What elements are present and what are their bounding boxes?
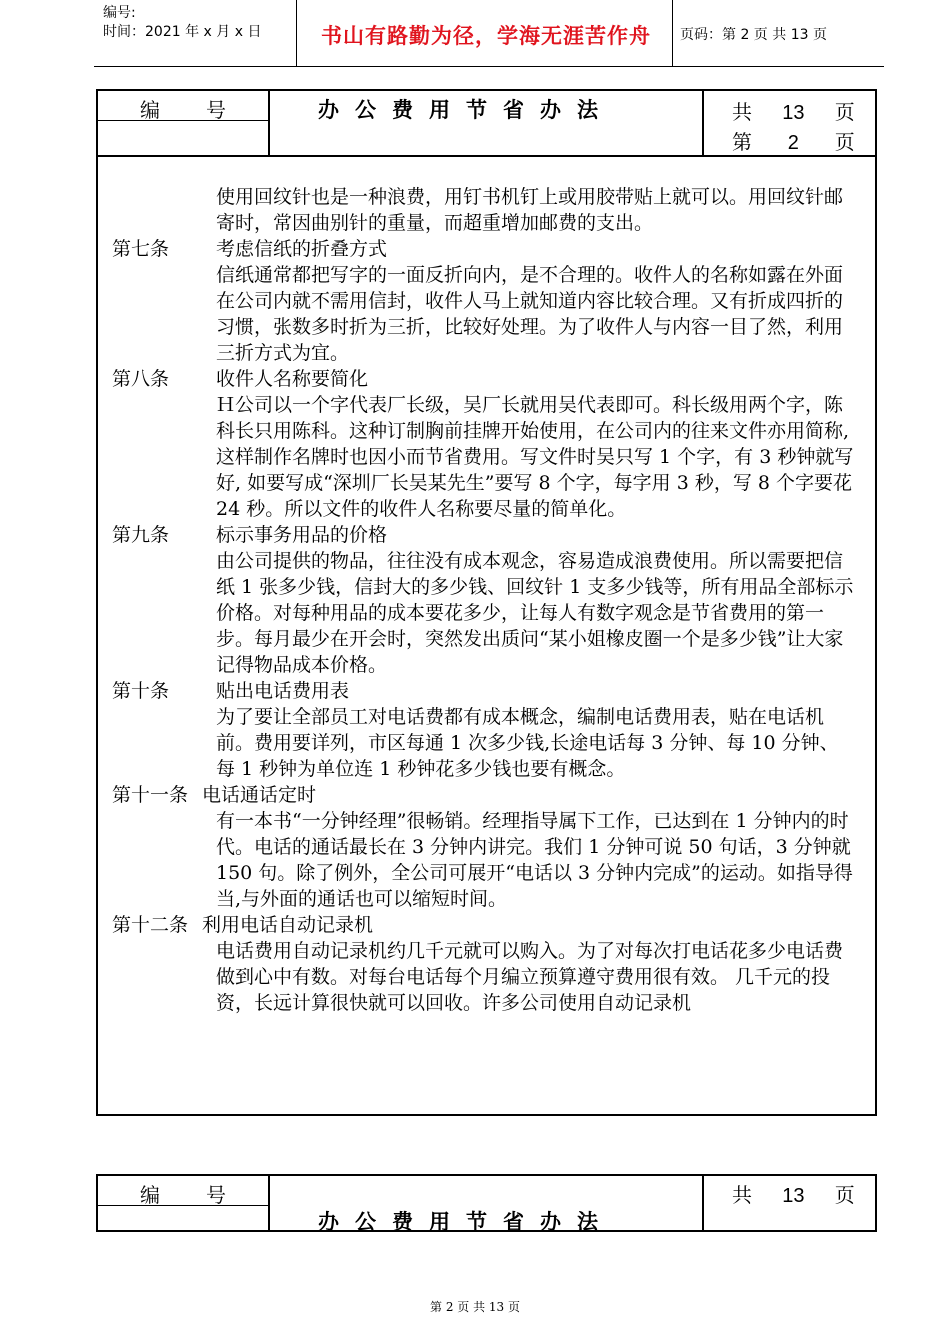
article-heading bbox=[112, 912, 857, 938]
number-label: 编号: bbox=[103, 5, 136, 21]
cell-divider bbox=[702, 89, 704, 156]
cell-divider bbox=[268, 89, 270, 156]
header-row-rule bbox=[96, 155, 877, 157]
paragraph: 由公司提供的物品，往往没有成本观念，容易造成浪费使用。所以需要把信纸 1 张多少钱，信封大的多少钱、回纹针 1 支多少钱等，所有用品全部标示价格。对每种用品的成本要花多少，让每人有数字观念是节省费用的第一步。每月最少在开会时，突然发出质问“某小姐橡皮圈一个是多少钱”让大家记得物品成本价格。 bbox=[216, 550, 854, 676]
doc-number-label: 编 号 bbox=[140, 98, 228, 122]
paragraph: 电话费用自动记录机约几千元就可以购入。为了对每次打电话花多少电话费做到心中有数。对每台电话每个月编立预算遵守费用很有效。 几千元的投资，长远计算很快就可以回收。许多公司使用自动记录机 bbox=[216, 940, 844, 1014]
article-heading bbox=[112, 236, 857, 262]
cell-divider bbox=[268, 1174, 270, 1232]
article-title: 考虑信纸的折叠方式 bbox=[216, 238, 388, 260]
time-label: 时间：2021 年 x 月 x 日 bbox=[103, 24, 262, 40]
page-header-meta bbox=[103, 4, 261, 42]
article-title: 贴出电话费用表 bbox=[216, 680, 350, 702]
article-number: 第十二条 bbox=[112, 914, 189, 936]
article-number: 第八条 bbox=[112, 368, 170, 390]
doc-number-label-2: 编 号 bbox=[140, 1183, 228, 1207]
header-divider bbox=[672, 0, 673, 66]
page-footer: 第 2 页 共 13 页 bbox=[430, 1300, 520, 1314]
article-title: 利用电话自动记录机 bbox=[202, 914, 374, 936]
total-pages: 共 13 页 bbox=[732, 100, 855, 124]
paragraph: Ｈ公司以一个字代表厂长级，吴厂长就用吴代表即可。科长级用两个字，陈科长只用陈科。这种订制胸前挂牌开始使用，在公司内的往来文件亦用简称, 这样制作名牌时也因小而节省费用。写文件时吴只写 1 个字，有 3 秒钟就写好, 如要写成“深圳厂长吴某先生”要写 8 个字，每字用 3 秒，写 8 个字要花 24 秒。所以文件的收件人名称要尽量的简单化。 bbox=[216, 394, 854, 520]
article-heading bbox=[112, 782, 857, 808]
header-rule bbox=[94, 66, 884, 67]
total-pages-2: 共 13 页 bbox=[732, 1183, 855, 1207]
article-title: 标示事务用品的价格 bbox=[216, 524, 388, 546]
doc-title-2: 办公费用节省办法 bbox=[318, 1209, 614, 1234]
article-number: 第七条 bbox=[112, 238, 170, 260]
paragraph: 使用回纹针也是一种浪费，用钉书机钉上或用胶带贴上就可以。用回纹针邮寄时，常因曲别针的重量，而超重增加邮费的支出。 bbox=[216, 186, 844, 234]
doc-title: 办公费用节省办法 bbox=[318, 97, 614, 122]
article-heading bbox=[112, 678, 857, 704]
article-title: 收件人名称要简化 bbox=[216, 368, 369, 390]
header-page-info: 页码：第 2 页 共 13 页 bbox=[680, 27, 827, 43]
cell-divider bbox=[702, 1174, 704, 1232]
paragraph: 为了要让全部员工对电话费都有成本概念，编制电话费用表，贴在电话机前。费用要详列，市区每通 1 次多少钱,长途电话每 3 分钟、每 10 分钟、每 1 秒钟为单位连 1 秒钟花多少钱也要有概念。 bbox=[216, 706, 839, 780]
header-motto: 书山有路勤为径，学海无涯苦作舟 bbox=[321, 24, 651, 48]
article-number: 第十条 bbox=[112, 680, 170, 702]
header-divider bbox=[296, 0, 297, 66]
paragraph: 有一本书“一分钟经理”很畅销。经理指导属下工作，已达到在 1 分钟内的时代。电话的通话最长在 3 分钟内讲完。我们 1 分钟可说 50 句话，3 分钟就 150 句。除了例外，全公司可展开“电话以 3 分钟内完成”的运动。如指导得当,与外面的通话也可以缩短时间。 bbox=[216, 810, 853, 910]
current-page: 第 2 页 bbox=[732, 130, 855, 154]
article-heading bbox=[112, 366, 857, 392]
article-heading bbox=[112, 522, 857, 548]
paragraph: 信纸通常都把写字的一面反折向内，是不合理的。收件人的名称如露在外面在公司内就不需用信封，收件人马上就知道内容比较合理。又有折成四折的习惯，张数多时折为三折，比较好处理。为了收件人与内容一目了然，利用三折方式为宜。 bbox=[216, 264, 844, 364]
article-number: 第九条 bbox=[112, 524, 170, 546]
article-number: 第十一条 bbox=[112, 784, 189, 806]
article-title: 电话通话定时 bbox=[202, 784, 317, 806]
document-body bbox=[112, 184, 857, 1016]
